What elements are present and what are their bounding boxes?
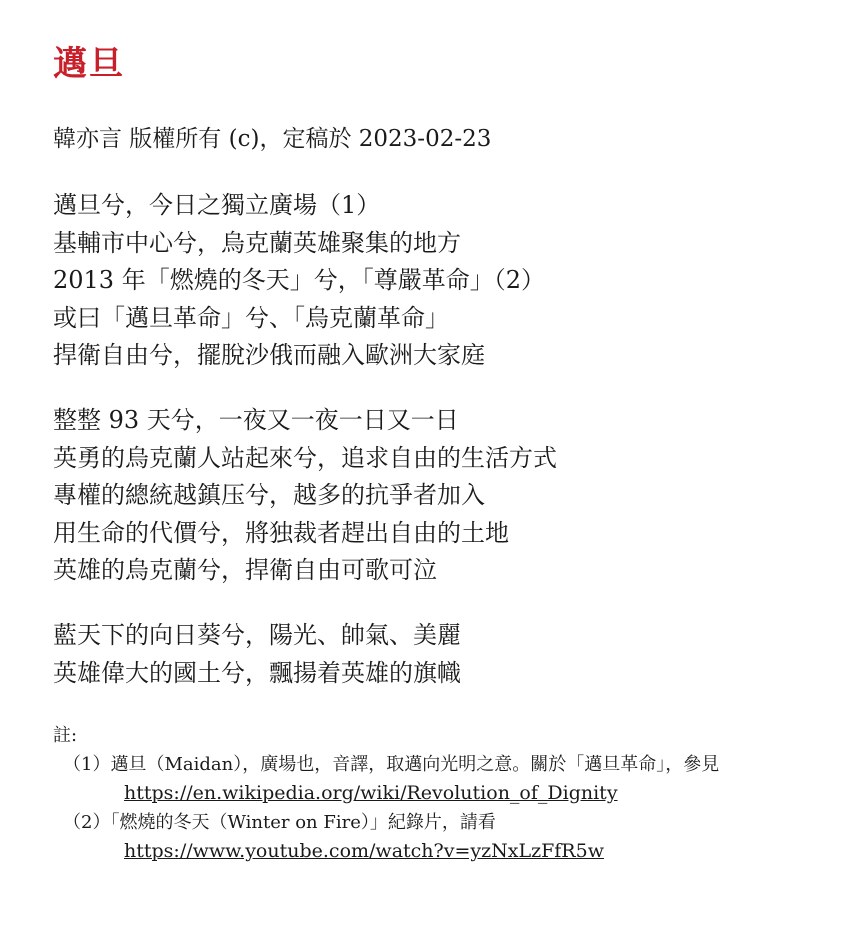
poem-line: 用生命的代價兮，將独裁者趕出自由的土地 xyxy=(53,518,509,547)
copyright-byline: 韓亦言 版權所有 (c)，定稿於 2023-02-23 xyxy=(53,126,492,152)
poem-stanza-1 xyxy=(53,187,545,375)
footnote-text: （2）「燃燒的冬天（Winter on Fire）」紀錄片，請看 xyxy=(63,812,496,833)
footnote-1-link-row xyxy=(53,779,618,808)
poem-line: 專權的總統越鎮压兮，越多的抗爭者加入 xyxy=(53,481,485,509)
poem-line: 英雄偉大的國土兮，飄揚着英雄的旗幟 xyxy=(53,658,461,687)
footnote-2 xyxy=(53,808,496,837)
youtube-link[interactable]: https://www.youtube.com/watch?v=yzNxLzFfR5w xyxy=(124,840,604,862)
footnote-text: （1）邁旦（Maidan），廣場也，音譯，取邁向光明之意。關於「邁旦革命」，參見 xyxy=(63,754,720,775)
poem-line: 英勇的烏克蘭人站起來兮，追求自由的生活方式 xyxy=(53,443,557,472)
poem-stanza-2 xyxy=(53,402,557,590)
poem-line: 基輔市中心兮，烏克蘭英雄聚集的地方 xyxy=(53,228,461,257)
poem-line: 捍衛自由兮，擺脫沙俄而融入歐洲大家庭 xyxy=(53,341,485,369)
footnotes-heading: 註: xyxy=(53,725,78,746)
poem-stanza-3 xyxy=(53,617,461,692)
poem-line: 英雄的烏克蘭兮，捍衛自由可歌可泣 xyxy=(53,556,437,584)
poem-line: 整整 93 天兮，一夜又一夜一日又一日 xyxy=(53,406,459,434)
poem-line: 邁旦兮，今日之獨立廣場（1） xyxy=(53,191,381,219)
poem-line: 或曰「邁旦革命」兮、「烏克蘭革命」 xyxy=(53,303,449,332)
footnote-2-link-row xyxy=(53,837,604,866)
page-title: 邁旦 xyxy=(53,44,125,84)
poem-line: 藍天下的向日葵兮，陽光、帥氣、美麗 xyxy=(53,621,461,649)
poem-line: 2013 年「燃燒的冬天」兮，「尊嚴革命」（2） xyxy=(53,266,545,294)
footnote-1 xyxy=(53,750,720,779)
wikipedia-link[interactable]: https://en.wikipedia.org/wiki/Revolution_of_Dignity xyxy=(124,782,618,804)
footnotes xyxy=(53,722,720,866)
